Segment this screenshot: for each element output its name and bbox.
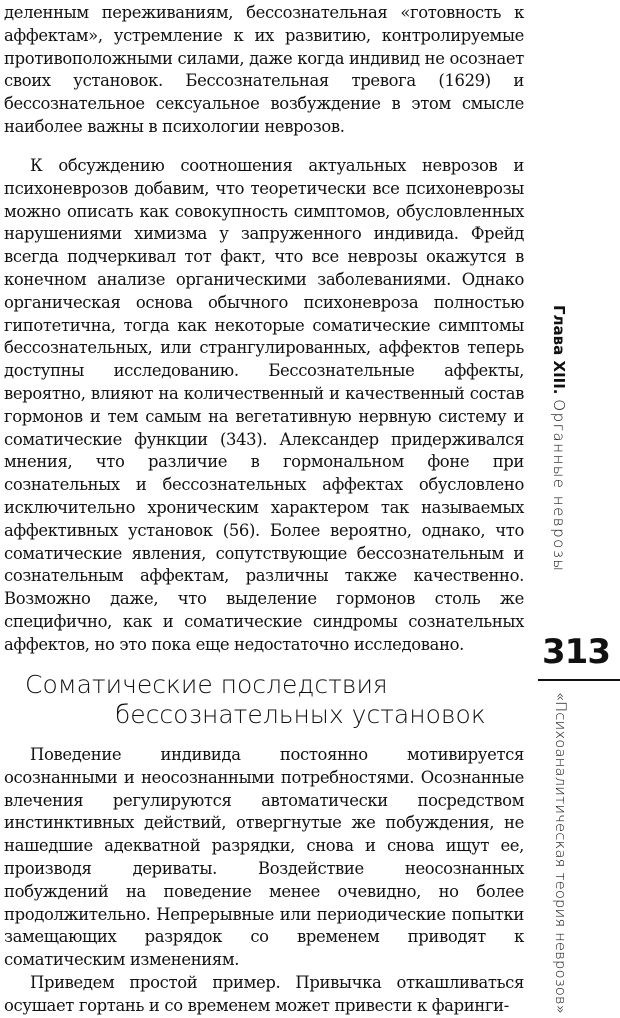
book-title-running-head: «Психоаналитическая теория неврозов» [552,692,568,1015]
section-heading-line-1: Соматические последствия [25,670,388,699]
chapter-running-head [550,305,568,572]
page-number: 313 [542,632,610,672]
side-rail [530,0,620,999]
paragraph-example: Приведем простой пример. Привычка откашливаться осушает гортань и со временем может привести к фаринги- [4,972,524,1015]
page-number-rule [538,679,620,681]
paragraph-continued: деленным переживаниям, бессознательная «готовность к аффектам», устремление к их развитию, контролируемые противоположными силами, даже когда индивид не осознает своих установок. Бессознательная тревога (1629) и бессознательное сексуальное возбуждение в этом смысле наиболее важны в психологии неврозов. [4,3,524,136]
chapter-label: Глава XIII. [550,305,568,395]
section-heading [25,670,505,730]
paragraph-actual-neuroses: К обсуждению соотношения актуальных неврозов и психоневрозов добавим, что теоретически все психоневрозы можно описать как совокупность симптомов, обусловленных нарушениями химизма у запруженного индивида. Фрейд всегда подчеркивал тот факт, что все неврозы окажутся в конечном анализе органическими заболеваниями. Однако органическая основа обычного психоневроза полностью гипотетична, тогда как некоторые соматические симптомы бессознательных, или странгулированных, аффектов теперь доступны исследованию. Бессознательные аффекты, вероятно, влияют на количественный и качественный состав гормонов и тем самым на вегетативную нервную систему и соматические функции (343). Александер придерживался мнения, что различие в гормональном фоне при сознательных и бессознательных аффектах обусловлено исключительно хроническим характером так называемых аффективных установок (56). Более вероятно, однако, что соматические явления, сопутствующие бессознательным и сознательным аффектам, различны также качественно. Возможно даже, что выделение гормонов столь же специфично, как и соматические синдромы сознательных аффектов, но это пока еще недостаточно исследовано. [4,156,524,654]
section-body [4,744,524,1018]
paragraph-behavior: Поведение индивида постоянно мотивируется осознанными и неосознанными потребностями. Осознанные влечения регулируются автоматически посредством инстинктивных действий, отвергнутые же побуждения, не нашедшие адекватной разрядки, снова и снова ищут ее, производя дериваты. Воздействие неосознанных побуждений на поведение менее очевидно, но более продолжительно. Непрерывные или периодические попытки замещающих разрядок со временем приводят к соматическим изменениям. [4,745,524,970]
chapter-title: Органные неврозы [550,399,568,573]
section-heading-line-2: бессознательных установок [115,700,486,729]
